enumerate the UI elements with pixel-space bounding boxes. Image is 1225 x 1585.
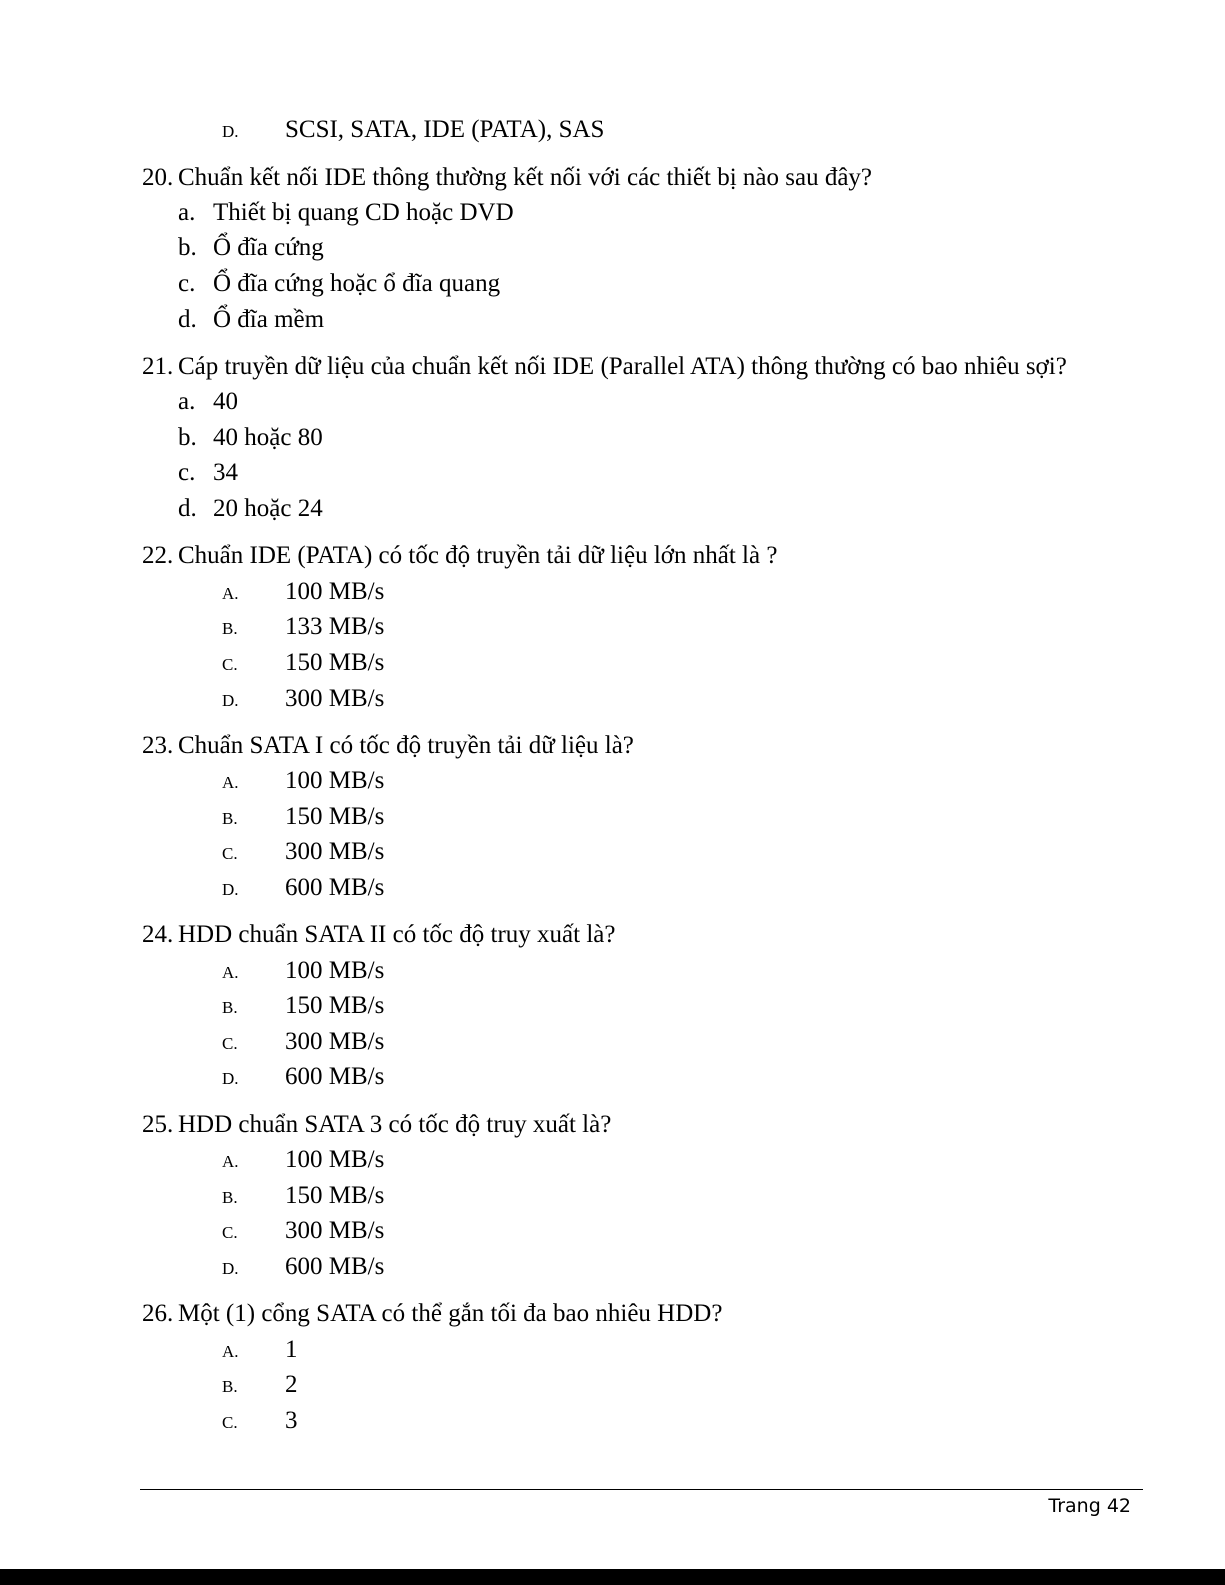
question-text: Chuẩn kết nối IDE thông thường kết nối với các thiết bị nào sau đây? [178, 164, 873, 191]
option-item [178, 387, 238, 417]
option-text: 100 MB/s [285, 1146, 385, 1173]
footer-divider [140, 1489, 1143, 1490]
option-text: 150 MB/s [285, 649, 385, 676]
option-letter: b. [178, 234, 197, 261]
option-letter: B. [222, 619, 238, 638]
option-item [222, 1027, 384, 1059]
option-letter: C. [222, 655, 238, 674]
option-item [222, 612, 384, 644]
option-item [222, 1181, 384, 1213]
option-text: 300 MB/s [285, 685, 385, 712]
question-text: Cáp truyền dữ liệu của chuẩn kết nối IDE (Parallel ATA) thông thường có bao nhiêu sợi? [178, 353, 1067, 380]
question-text: HDD chuẩn SATA 3 có tốc độ truy xuất là? [178, 1111, 612, 1138]
option-letter: D. [222, 691, 239, 710]
option-item [222, 766, 384, 798]
option-item [222, 837, 384, 869]
question-25 [142, 1110, 611, 1140]
question-text: Một (1) cổng SATA có thể gắn tối đa bao nhiêu HDD? [178, 1300, 723, 1327]
option-text: 2 [285, 1371, 298, 1398]
page-bottom-edge [0, 1569, 1225, 1585]
option-text: 300 MB/s [285, 1028, 385, 1055]
option-item [222, 115, 604, 147]
option-text: Ổ đĩa cứng [213, 234, 324, 261]
option-text: 1 [285, 1336, 298, 1363]
option-text: 100 MB/s [285, 767, 385, 794]
option-letter: C. [222, 1223, 238, 1242]
option-letter: A. [222, 963, 239, 982]
question-24 [142, 920, 615, 950]
option-text: Ổ đĩa mềm [213, 306, 325, 333]
option-letter: A. [222, 1152, 239, 1171]
option-letter: c. [178, 459, 196, 486]
question-20 [142, 163, 872, 193]
option-text: 150 MB/s [285, 992, 385, 1019]
option-item [178, 233, 324, 263]
option-item [178, 305, 324, 335]
option-item [222, 577, 384, 609]
option-text: 300 MB/s [285, 1217, 385, 1244]
option-text: Thiết bị quang CD hoặc DVD [213, 199, 514, 226]
option-text: 150 MB/s [285, 1182, 385, 1209]
option-item [222, 1145, 384, 1177]
option-item [222, 648, 384, 680]
option-letter: a. [178, 388, 196, 415]
option-letter: C. [222, 844, 238, 863]
option-text: 600 MB/s [285, 1253, 385, 1280]
option-text: 300 MB/s [285, 838, 385, 865]
option-text: 3 [285, 1407, 298, 1434]
option-letter: d. [178, 306, 197, 333]
question-23 [142, 731, 634, 761]
option-item [222, 956, 384, 988]
question-number: 24. [142, 921, 174, 948]
option-letter: B. [222, 1188, 238, 1207]
option-text: 600 MB/s [285, 1063, 385, 1090]
option-letter: A. [222, 584, 239, 603]
question-text: Chuẩn IDE (PATA) có tốc độ truyền tải dữ liệu lớn nhất là ? [178, 542, 778, 569]
option-letter: d. [178, 495, 197, 522]
option-item [222, 873, 384, 905]
option-text: 100 MB/s [285, 578, 385, 605]
question-21 [142, 352, 1067, 382]
page-number: Trang 42 [1048, 1495, 1131, 1517]
question-text: Chuẩn SATA I có tốc độ truyền tải dữ liệu là? [178, 732, 634, 759]
option-text: 40 hoặc 80 [213, 424, 323, 451]
question-22 [142, 541, 777, 571]
option-item [222, 1216, 384, 1248]
option-letter: c. [178, 270, 196, 297]
option-item [178, 458, 238, 488]
option-item [178, 198, 514, 228]
option-text: 34 [213, 459, 238, 486]
option-item [178, 494, 323, 524]
question-text: HDD chuẩn SATA II có tốc độ truy xuất là? [178, 921, 616, 948]
option-item [222, 1370, 298, 1402]
option-letter: a. [178, 199, 196, 226]
option-letter: D. [222, 1069, 239, 1088]
option-text: Ổ đĩa cứng hoặc ổ đĩa quang [213, 270, 501, 297]
option-item [222, 1252, 384, 1284]
option-item [178, 269, 500, 299]
option-item [178, 423, 323, 453]
option-letter: B. [222, 998, 238, 1017]
option-letter: B. [222, 809, 238, 828]
question-number: 21. [142, 353, 174, 380]
option-letter: D. [222, 122, 239, 141]
option-text: 150 MB/s [285, 803, 385, 830]
option-text: 133 MB/s [285, 613, 385, 640]
question-number: 23. [142, 732, 174, 759]
option-item [222, 802, 384, 834]
question-26 [142, 1299, 722, 1329]
question-number: 26. [142, 1300, 174, 1327]
option-letter: C. [222, 1413, 238, 1432]
option-item [222, 1335, 298, 1367]
option-text: 40 [213, 388, 238, 415]
question-number: 20. [142, 164, 174, 191]
option-letter: A. [222, 773, 239, 792]
option-item [222, 1406, 298, 1438]
option-letter: B. [222, 1377, 238, 1396]
option-item [222, 684, 384, 716]
option-letter: D. [222, 1259, 239, 1278]
option-text: 20 hoặc 24 [213, 495, 323, 522]
option-text: 100 MB/s [285, 957, 385, 984]
option-item [222, 1062, 384, 1094]
option-letter: C. [222, 1034, 238, 1053]
option-item [222, 991, 384, 1023]
option-text: 600 MB/s [285, 874, 385, 901]
option-letter: D. [222, 880, 239, 899]
option-text: SCSI, SATA, IDE (PATA), SAS [285, 116, 605, 143]
option-letter: A. [222, 1342, 239, 1361]
question-number: 25. [142, 1111, 174, 1138]
option-letter: b. [178, 424, 197, 451]
question-number: 22. [142, 542, 174, 569]
